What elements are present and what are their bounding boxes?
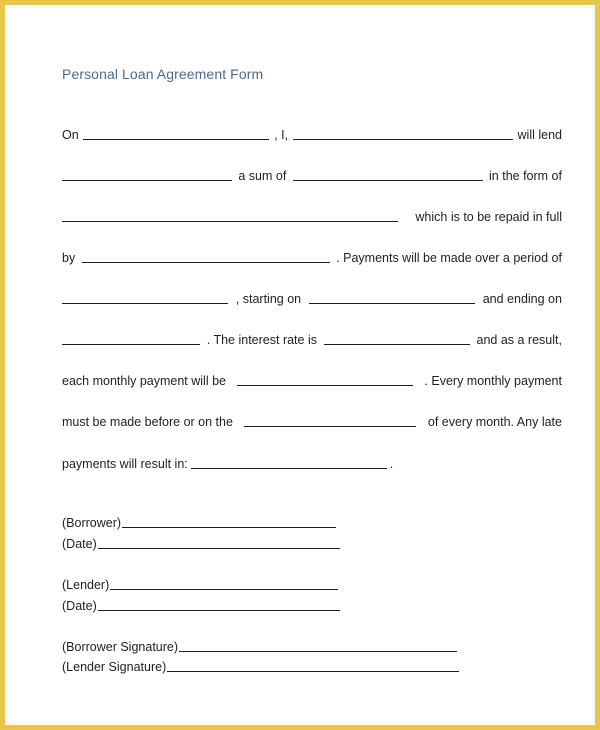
line-8-text-before-on: must be made before or on the <box>62 415 233 429</box>
paragraph-line-7 <box>62 370 562 388</box>
line-2-text-sum-of: a sum of <box>238 169 287 183</box>
line-6-text-as-result: and as a result, <box>476 333 562 347</box>
borrower-date-row <box>62 535 343 551</box>
late-penalty-blank[interactable] <box>191 468 387 469</box>
line-4-text-by: by <box>62 251 76 265</box>
line-1-text-will-lend: will lend <box>517 128 562 142</box>
lender-signature-field[interactable] <box>167 671 459 672</box>
line-5-text-ending-on: and ending on <box>482 292 562 306</box>
paragraph-line-2 <box>62 165 562 183</box>
line-2-text-form-of: in the form of <box>489 169 562 183</box>
line-7-text-monthly-payment: each monthly payment will be <box>62 374 226 388</box>
line-1-text-i: , I, <box>274 128 289 142</box>
borrower-signature-label: (Borrower Signature) <box>62 640 179 654</box>
start-date-blank[interactable] <box>309 303 475 304</box>
lender-label: (Lender) <box>62 578 110 592</box>
line-9-text-late-payments: payments will result in: <box>62 457 188 471</box>
borrower-name-blank[interactable] <box>62 180 232 181</box>
monthly-payment-blank[interactable] <box>237 385 413 386</box>
borrower-label: (Borrower) <box>62 516 122 530</box>
line-9-text-period: . <box>389 457 394 471</box>
end-date-blank[interactable] <box>62 344 200 345</box>
borrower-date-field[interactable] <box>98 548 340 549</box>
lender-row <box>62 576 341 592</box>
lender-signature-label: (Lender Signature) <box>62 660 167 674</box>
line-8-text-every-month: of every month. Any late <box>427 415 562 429</box>
lend-date-blank[interactable] <box>83 139 269 140</box>
due-day-blank[interactable] <box>244 426 416 427</box>
line-5-text-starting-on: , starting on <box>235 292 302 306</box>
line-3-text-repaid: which is to be repaid in full <box>415 210 562 224</box>
lender-date-field[interactable] <box>98 610 340 611</box>
interest-rate-blank[interactable] <box>324 344 470 345</box>
borrower-signature-row <box>62 638 460 654</box>
paragraph-line-3 <box>62 206 562 224</box>
paragraph-line-1 <box>62 124 562 142</box>
paragraph-line-9 <box>62 453 393 471</box>
line-7-text-every-monthly: . Every monthly payment <box>424 374 562 388</box>
borrower-signature-field[interactable] <box>179 651 457 652</box>
paragraph-line-4 <box>62 247 562 265</box>
repaid-by-date-blank[interactable] <box>82 262 330 263</box>
loan-form-blank[interactable] <box>62 221 398 222</box>
payment-period-blank[interactable] <box>62 303 228 304</box>
form-sheet <box>8 8 592 722</box>
paragraph-line-8 <box>62 411 562 429</box>
lender-date-label: (Date) <box>62 599 97 613</box>
borrower-date-label: (Date) <box>62 537 97 551</box>
line-1-text-on: On <box>62 128 79 142</box>
lender-field[interactable] <box>110 589 338 590</box>
lender-date-row <box>62 597 343 613</box>
paragraph-line-6 <box>62 329 562 347</box>
form-title: Personal Loan Agreement Form <box>62 66 264 82</box>
loan-amount-blank[interactable] <box>293 180 483 181</box>
borrower-row <box>62 514 339 530</box>
line-4-text-payments: . Payments will be made over a period of <box>336 251 562 265</box>
lender-name-blank[interactable] <box>293 139 513 140</box>
lender-signature-row <box>62 658 462 674</box>
paragraph-line-5 <box>62 288 562 306</box>
line-6-text-interest-rate: . The interest rate is <box>206 333 317 347</box>
borrower-field[interactable] <box>122 527 336 528</box>
